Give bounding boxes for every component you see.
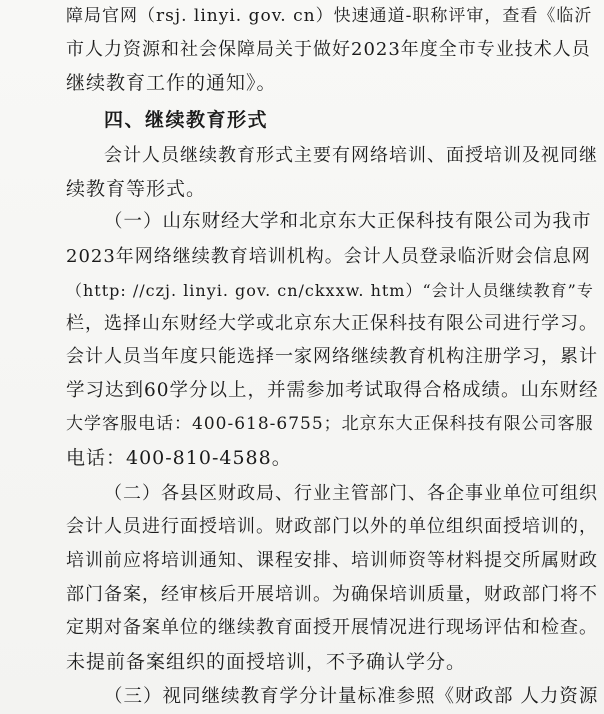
- text-line-1: 障局官网（rsj. linyi. gov. cn）快速通道-职称评审，查看《临沂: [66, 6, 593, 26]
- text-line-5: 会计人员继续教育形式主要有网络培训、面授培训及视同继: [104, 145, 598, 166]
- text-line-10: 栏，选择山东财经大学或北京东大正保科技有限公司进行学习。: [66, 313, 598, 334]
- section-heading: 四、继续教育形式: [104, 109, 269, 131]
- text-line-19: 定期对备案单位的继续教育面授开展情况进行现场评估和检查。: [66, 617, 598, 638]
- text-line-14: 电话：400-810-4588。: [66, 447, 292, 469]
- text-line-2: 市人力资源和社会保障局关于做好2023年度全市专业技术人员: [66, 39, 591, 60]
- text-line-18: 部门备案，经审核后开展培训。为确保培训质量，财政部门将不: [66, 584, 598, 605]
- text-line-13: 大学客服电话：400-618-6755；北京东大正保科技有限公司客服: [66, 414, 594, 434]
- text-line-8: 2023年网络继续教育培训机构。会计人员登录临沂财会信息网: [66, 246, 591, 267]
- text-line-7: （一）山东财经大学和北京东大正保科技有限公司为我市: [104, 211, 592, 232]
- text-line-17: 培训前应将培训通知、课程安排、培训师资等材料提交所属财政: [66, 550, 598, 571]
- text-line-3: 继续教育工作的通知》。: [66, 72, 277, 94]
- text-line-16: 会计人员进行面授培训。财政部门以外的单位组织面授培训的，: [66, 516, 598, 537]
- text-line-21: （三）视同继续教育学分计量标准参照《财政部 人力资源: [104, 686, 599, 707]
- text-line-20: 未提前备案组织的面授培训，不予确认学分。: [66, 651, 467, 673]
- text-line-11: 会计人员当年度只能选择一家网络继续教育机构注册学习，累计: [66, 346, 598, 367]
- text-line-6: 续教育等形式。: [66, 178, 207, 200]
- text-line-12: 学习达到60学分以上，并需参加考试取得合格成绩。山东财经: [66, 380, 599, 401]
- text-line-9: （http: //czj. linyi. gov. cn/ckxxw. htm）“会计人员继续教育”专: [66, 281, 594, 300]
- text-line-15: （二）各县区财政局、行业主管部门、各企事业单位可组织: [104, 483, 598, 504]
